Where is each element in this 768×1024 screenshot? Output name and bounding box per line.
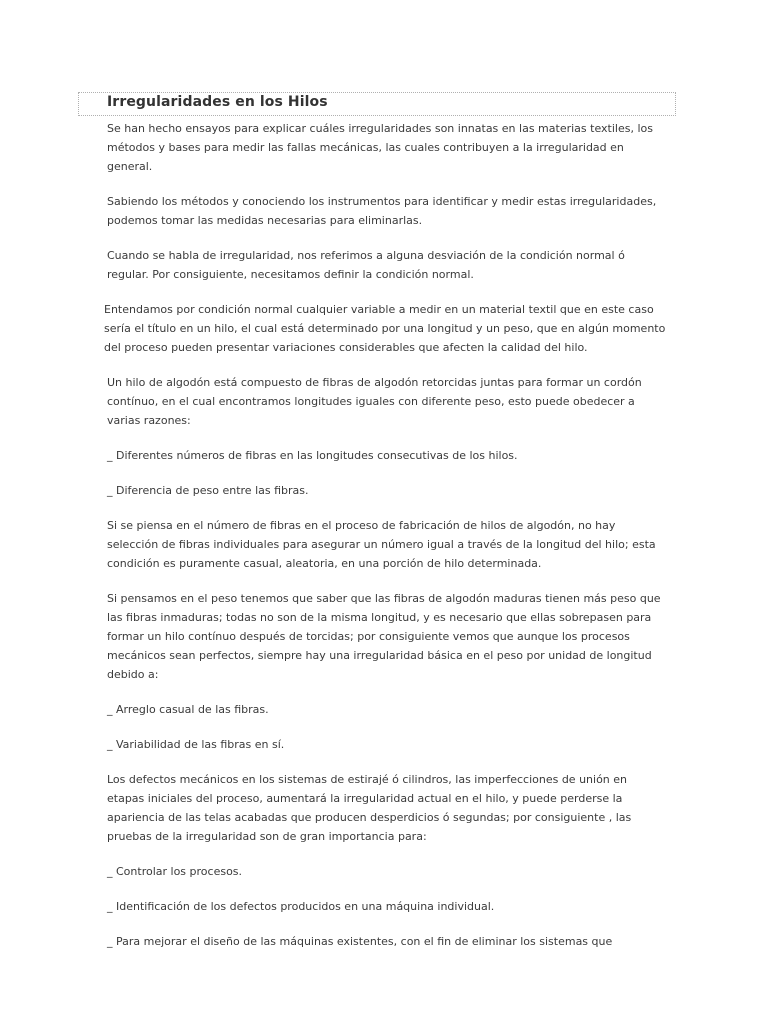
paragraph: Se han hecho ensayos para explicar cuáles irregularidades son innatas en las materias textiles, los métodos y bases para medir las fallas mecánicas, las cuales contribuyen a la irregularidad en general. [107, 122, 653, 173]
list-item: _ Diferencia de peso entre las fibras. [107, 484, 309, 497]
paragraph: Entendamos por condición normal cualquier variable a medir en un material textil que en este caso sería el título en un hilo, el cual está determinado por una longitud y un peso, que en algún momento del proceso pueden presentar variaciones considerables que afecten la calidad del hilo. [104, 303, 666, 354]
paragraph: Si se piensa en el número de fibras en el proceso de fabricación de hilos de algodón, no hay selección de fibras individuales para asegurar un número igual a través de la longitud del hilo; esta condición es puramente casual, aleatoria, en una porción de hilo determinada. [107, 519, 656, 570]
list-item: _ Variabilidad de las fibras en sí. [107, 738, 285, 751]
list-item: _ Controlar los procesos. [107, 865, 243, 878]
list-item: _ Identificación de los defectos producidos en una máquina individual. [107, 900, 495, 913]
list-item: _ Diferentes números de fibras en las longitudes consecutivas de los hilos. [107, 449, 518, 462]
paragraph: Un hilo de algodón está compuesto de fibras de algodón retorcidas juntas para formar un cordón contínuo, en el cual encontramos longitudes iguales con diferente peso, esto puede obedecer a varias razones: [107, 376, 642, 427]
paragraph: Sabiendo los métodos y conociendo los instrumentos para identificar y medir estas irregularidades, podemos tomar las medidas necesarias para eliminarlas. [107, 195, 657, 227]
page-title: Irregularidades en los Hilos [107, 94, 328, 110]
list-item: _ Arreglo casual de las fibras. [107, 703, 269, 716]
article-body [104, 119, 667, 967]
paragraph: Cuando se habla de irregularidad, nos referimos a alguna desviación de la condición normal ó regular. Por consiguiente, necesitamos definir la condición normal. [107, 249, 625, 281]
list-item: _ Para mejorar el diseño de las máquinas existentes, con el fin de eliminar los sistemas que [107, 935, 613, 948]
paragraph: Los defectos mecánicos en los sistemas de estirajé ó cilindros, las imperfecciones de unión en etapas iniciales del proceso, aumentará la irregularidad actual en el hilo, y puede perderse la apariencia de las telas acabadas que producen desperdicios ó segundas; por consiguiente , las pruebas de la irregularidad son de gran importancia para: [107, 773, 632, 843]
paragraph: Si pensamos en el peso tenemos que saber que las fibras de algodón maduras tienen más peso que las fibras inmaduras; todas no son de la misma longitud, y es necesario que ellas sobrepasen para formar un hilo contínuo después de torcidas; por consiguiente vemos que aunque los procesos mecánicos sean perfectos, siempre hay una irregularidad básica en el peso por unidad de longitud debido a: [107, 592, 661, 681]
